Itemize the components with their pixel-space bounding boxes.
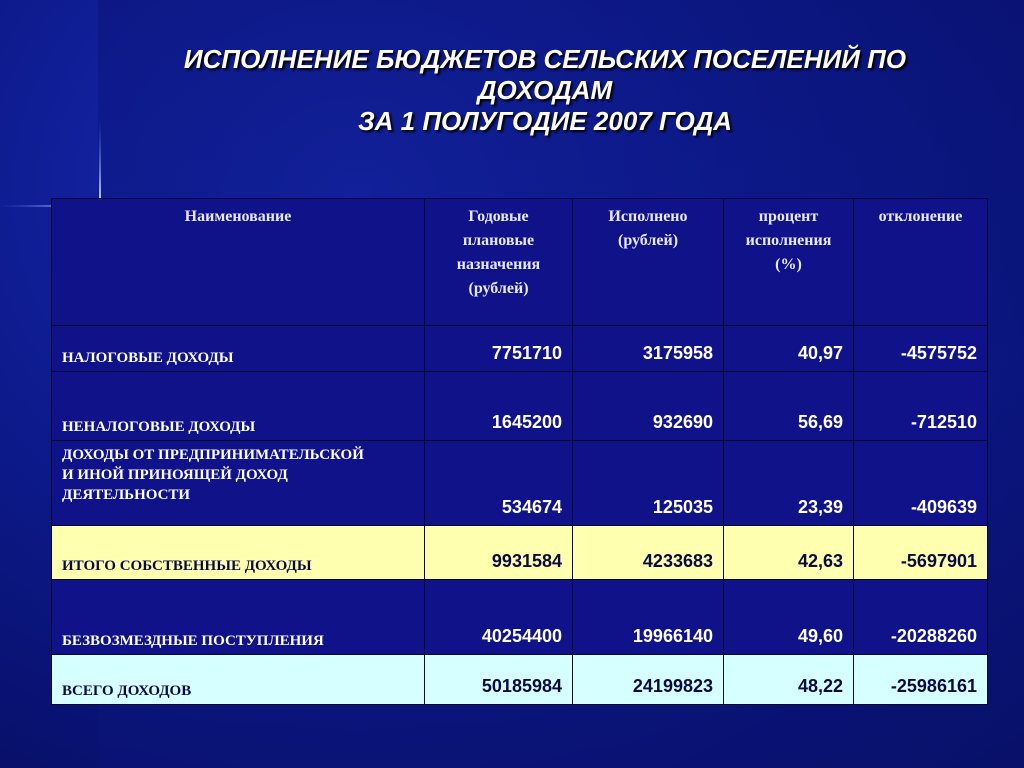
row-name: ИТОГО СОБСТВЕННЫЕ ДОХОДЫ (52, 526, 425, 580)
page-title (160, 44, 930, 137)
table-row (52, 580, 988, 655)
row-plan: 7751710 (425, 326, 573, 372)
row-plan: 534674 (425, 441, 573, 526)
table-row-own-revenue-total (52, 526, 988, 580)
row-deviation: -409639 (854, 441, 988, 526)
row-percent: 48,22 (724, 655, 854, 705)
row-percent: 49,60 (724, 580, 854, 655)
row-plan: 40254400 (425, 580, 573, 655)
row-name: НАЛОГОВЫЕ ДОХОДЫ (52, 326, 425, 372)
row-deviation: -20288260 (854, 580, 988, 655)
header-percent: процент исполнения (%) (724, 199, 854, 326)
row-deviation: -5697901 (854, 526, 988, 580)
title-line-1: ИСПОЛНЕНИЕ БЮДЖЕТОВ СЕЛЬСКИХ ПОСЕЛЕНИЙ ПО (183, 44, 907, 74)
row-plan: 9931584 (425, 526, 573, 580)
table-row (52, 372, 988, 441)
row-plan: 50185984 (425, 655, 573, 705)
header-name: Наименование (52, 199, 425, 326)
row-percent: 23,39 (724, 441, 854, 526)
row-name: ДОХОДЫ ОТ ПРЕДПРИНИМАТЕЛЬСКОЙ И ИНОЙ ПРИНОЯЩЕЙ ДОХОД ДЕЯТЕЛЬНОСТИ (52, 441, 425, 526)
table-header-row (52, 199, 988, 326)
row-deviation: -4575752 (854, 326, 988, 372)
header-plan: Годовые плановые назначения (рублей) (425, 199, 573, 326)
row-done: 4233683 (573, 526, 724, 580)
header-done: Исполнено (рублей) (573, 199, 724, 326)
row-deviation: -712510 (854, 372, 988, 441)
row-name: НЕНАЛОГОВЫЕ ДОХОДЫ (52, 372, 425, 441)
budget-table (51, 198, 988, 705)
row-done: 932690 (573, 372, 724, 441)
row-done: 125035 (573, 441, 724, 526)
table-row-grand-total (52, 655, 988, 705)
header-deviation: отклонение (854, 199, 988, 326)
table-row (52, 326, 988, 372)
row-percent: 40,97 (724, 326, 854, 372)
row-name: БЕЗВОЗМЕЗДНЫЕ ПОСТУПЛЕНИЯ (52, 580, 425, 655)
table-row (52, 441, 988, 526)
title-line-2: ДОХОДАМ (477, 75, 613, 105)
row-deviation: -25986161 (854, 655, 988, 705)
row-name: ВСЕГО ДОХОДОВ (52, 655, 425, 705)
row-percent: 56,69 (724, 372, 854, 441)
title-line-3: ЗА 1 ПОЛУГОДИЕ 2007 ГОДА (357, 106, 733, 136)
row-done: 19966140 (573, 580, 724, 655)
row-plan: 1645200 (425, 372, 573, 441)
row-done: 24199823 (573, 655, 724, 705)
row-done: 3175958 (573, 326, 724, 372)
row-percent: 42,63 (724, 526, 854, 580)
